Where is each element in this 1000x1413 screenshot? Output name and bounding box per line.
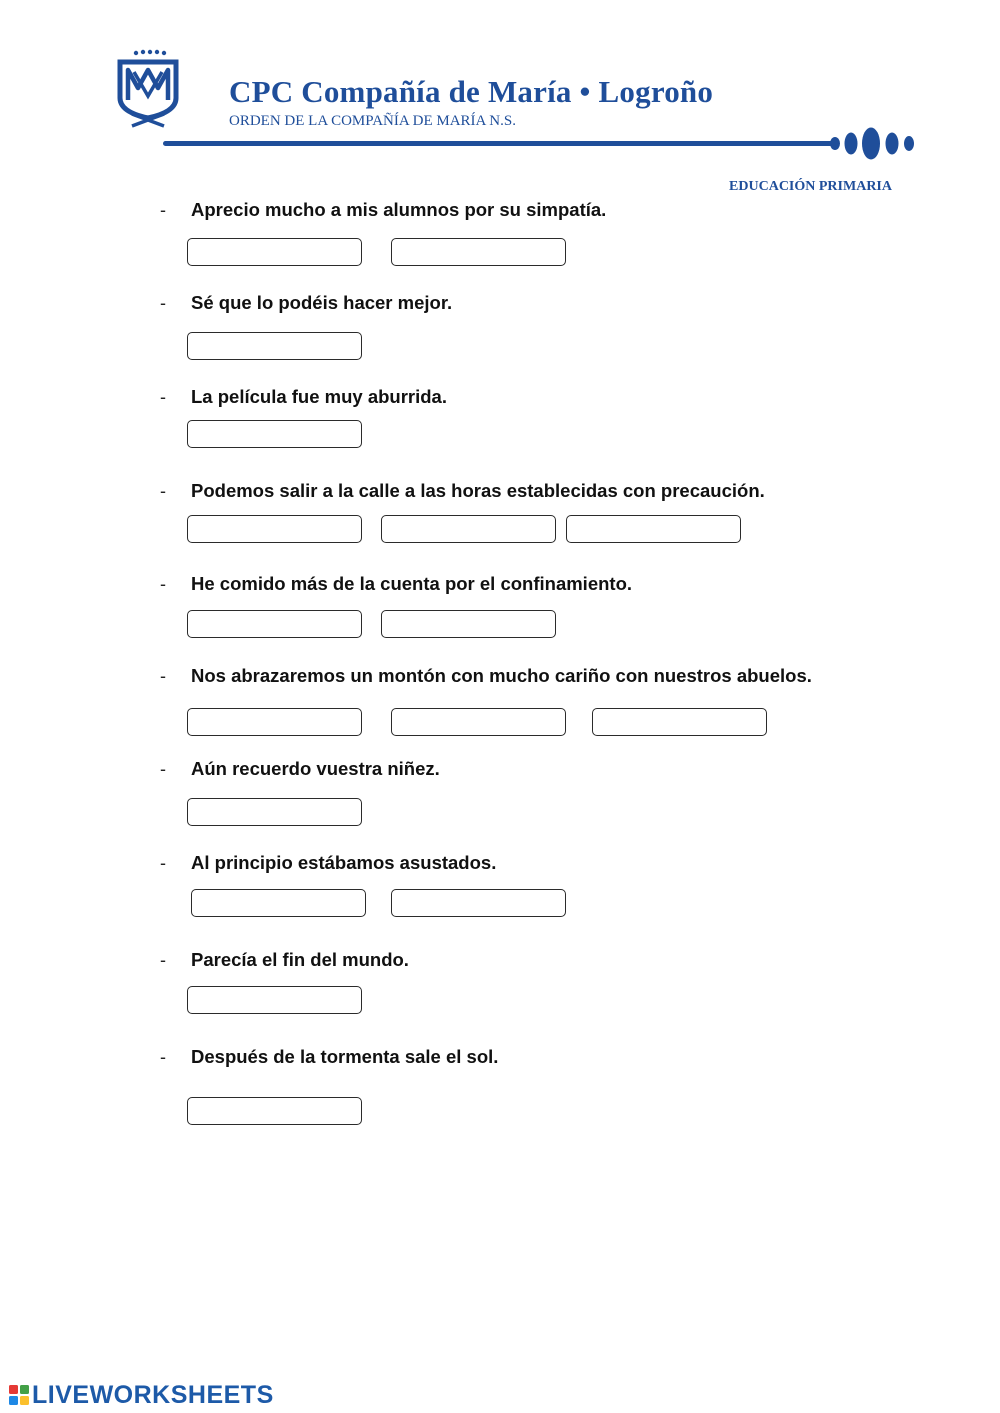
answer-box-7a[interactable] <box>187 798 362 826</box>
sentence-8: Al principio estábamos asustados. <box>191 852 497 873</box>
answer-box-3a[interactable] <box>187 420 362 448</box>
item-bullet: - <box>160 387 166 407</box>
item-bullet: - <box>160 853 166 873</box>
footer-brand-text: LIVEWORKSHEETS <box>32 1380 274 1409</box>
item-bullet: - <box>160 293 166 313</box>
item-bullet: - <box>160 1047 166 1067</box>
item-bullet: - <box>160 666 166 686</box>
sentence-4: Podemos salir a la calle a las horas establecidas con precaución. <box>191 480 765 501</box>
sentence-9: Parecía el fin del mundo. <box>191 949 409 970</box>
answer-box-1a[interactable] <box>187 238 362 266</box>
sentence-6: Nos abrazaremos un montón con mucho cariño con nuestros abuelos. <box>191 665 812 686</box>
sentence-10: Después de la tormenta sale el sol. <box>191 1046 499 1067</box>
answer-box-6a[interactable] <box>187 708 362 736</box>
education-level: EDUCACIÓN PRIMARIA <box>729 179 892 194</box>
footer-brand[interactable] <box>8 1380 274 1410</box>
header-rule <box>163 124 923 164</box>
answer-box-10a[interactable] <box>187 1097 362 1125</box>
answer-box-5a[interactable] <box>187 610 362 638</box>
school-subtitle: ORDEN DE LA COMPAÑÍA DE MARÍA N.S. <box>229 113 516 129</box>
answer-box-5b[interactable] <box>381 610 556 638</box>
liveworksheets-logo-icon <box>8 1384 30 1406</box>
sentence-5: He comido más de la cuenta por el confinamiento. <box>191 573 633 594</box>
school-title: CPC Compañía de María • Logroño <box>229 74 714 109</box>
sentence-3: La película fue muy aburrida. <box>191 386 447 407</box>
sentence-7: Aún recuerdo vuestra niñez. <box>191 758 440 779</box>
school-logo-icon <box>114 48 182 128</box>
item-bullet: - <box>160 950 166 970</box>
answer-box-2a[interactable] <box>187 332 362 360</box>
item-bullet: - <box>160 574 166 594</box>
answer-box-4c[interactable] <box>566 515 741 543</box>
item-bullet: - <box>160 200 166 220</box>
answer-box-8b[interactable] <box>391 889 566 917</box>
answer-box-6b[interactable] <box>391 708 566 736</box>
answer-box-9a[interactable] <box>187 986 362 1014</box>
sentence-2: Sé que lo podéis hacer mejor. <box>191 292 453 313</box>
answer-box-8a[interactable] <box>191 889 366 917</box>
sentence-1: Aprecio mucho a mis alumnos por su simpatía. <box>191 199 607 220</box>
item-bullet: - <box>160 759 166 779</box>
answer-box-6c[interactable] <box>592 708 767 736</box>
answer-box-4a[interactable] <box>187 515 362 543</box>
answer-box-1b[interactable] <box>391 238 566 266</box>
answer-box-4b[interactable] <box>381 515 556 543</box>
item-bullet: - <box>160 481 166 501</box>
